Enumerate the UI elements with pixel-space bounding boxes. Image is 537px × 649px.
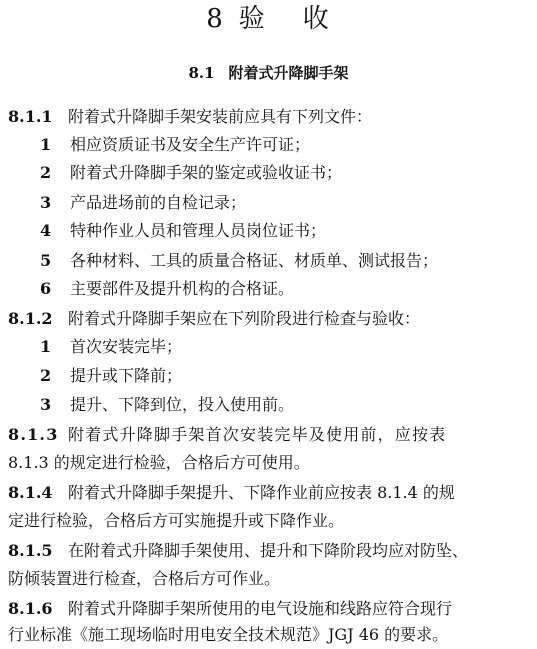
clause-8-1-2 [8,306,530,332]
list-item [40,190,530,216]
clause-number: 8.1.2 [8,309,53,328]
clause-text: 附着式升降脚手架安装前应具有下列文件： [68,107,373,126]
item-text: 附着式升降脚手架的鉴定或验收证书； [70,163,343,182]
chapter-title-char-1: 验 [238,4,267,34]
item-text: 提升、下降到位，投入使用前。 [70,395,295,414]
item-text: 相应资质证书及安全生产许可证； [70,135,311,154]
chapter-title-char-2: 收 [302,4,331,34]
list-item [40,218,530,244]
clause-text: 附着式升降脚手架所使用的电气设施和线路应符合现行 [68,599,453,618]
clause-8-1-3 [8,422,530,448]
item-number: 1 [40,337,52,356]
clause-8-1-4 [8,480,530,506]
clause-8-1-1 [8,104,530,130]
clause-continuation: 定进行检验，合格后方可实施提升或下降作业。 [8,511,345,530]
clause-continuation: 8.1.3 的规定进行检验，合格后方可使用。 [8,453,310,472]
item-number: 6 [40,279,52,298]
item-number: 1 [40,135,52,154]
list-item [40,276,530,302]
clause-text: 附着式升降脚手架首次安装完毕及使用前，应按表 [68,425,447,444]
clause-number: 8.1.1 [8,107,53,126]
item-text: 提升或下降前； [70,366,183,385]
item-text: 主要部件及提升机构的合格证。 [70,279,295,298]
clause-text: 附着式升降脚手架提升、下降作业前应按表 8.1.4 的规 [68,483,455,502]
clause-8-1-6 [8,596,530,622]
clause-number: 8.1.4 [8,483,53,502]
section-title: 附着式升降脚手架 [228,64,349,82]
item-number: 2 [40,366,52,385]
clause-number: 8.1.3 [8,425,59,444]
item-number: 3 [40,193,52,212]
clause-text: 附着式升降脚手架应在下列阶段进行检查与验收： [68,309,421,328]
list-item [40,392,530,418]
clause-number: 8.1.6 [8,599,53,618]
clause-continuation: 行业标准《施工现场临时用电安全技术规范》JGJ 46 的要求。 [8,625,449,644]
list-item [40,160,530,186]
item-number: 4 [40,221,52,240]
list-item [40,132,530,158]
item-text: 产品进场前的自检记录； [70,193,247,212]
section-number: 8.1 [188,64,215,82]
item-number: 2 [40,163,52,182]
item-text: 首次安装完毕； [70,337,183,356]
clause-text: 在附着式升降脚手架使用、提升和下降阶段均应对防坠、 [68,541,469,560]
list-item [40,363,530,389]
item-number: 5 [40,251,52,270]
clause-number: 8.1.5 [8,541,53,560]
chapter-title [0,2,537,36]
item-text: 各种材料、工具的质量合格证、材质单、测试报告； [70,251,439,270]
list-item [40,334,530,360]
chapter-number: 8 [206,4,225,34]
section-heading [0,62,537,84]
list-item [40,248,530,274]
clause-8-1-5 [8,538,530,564]
clause-continuation: 防倾装置进行检查，合格后方可作业。 [8,569,281,588]
item-number: 3 [40,395,52,414]
item-text: 特种作业人员和管理人员岗位证书； [70,221,327,240]
